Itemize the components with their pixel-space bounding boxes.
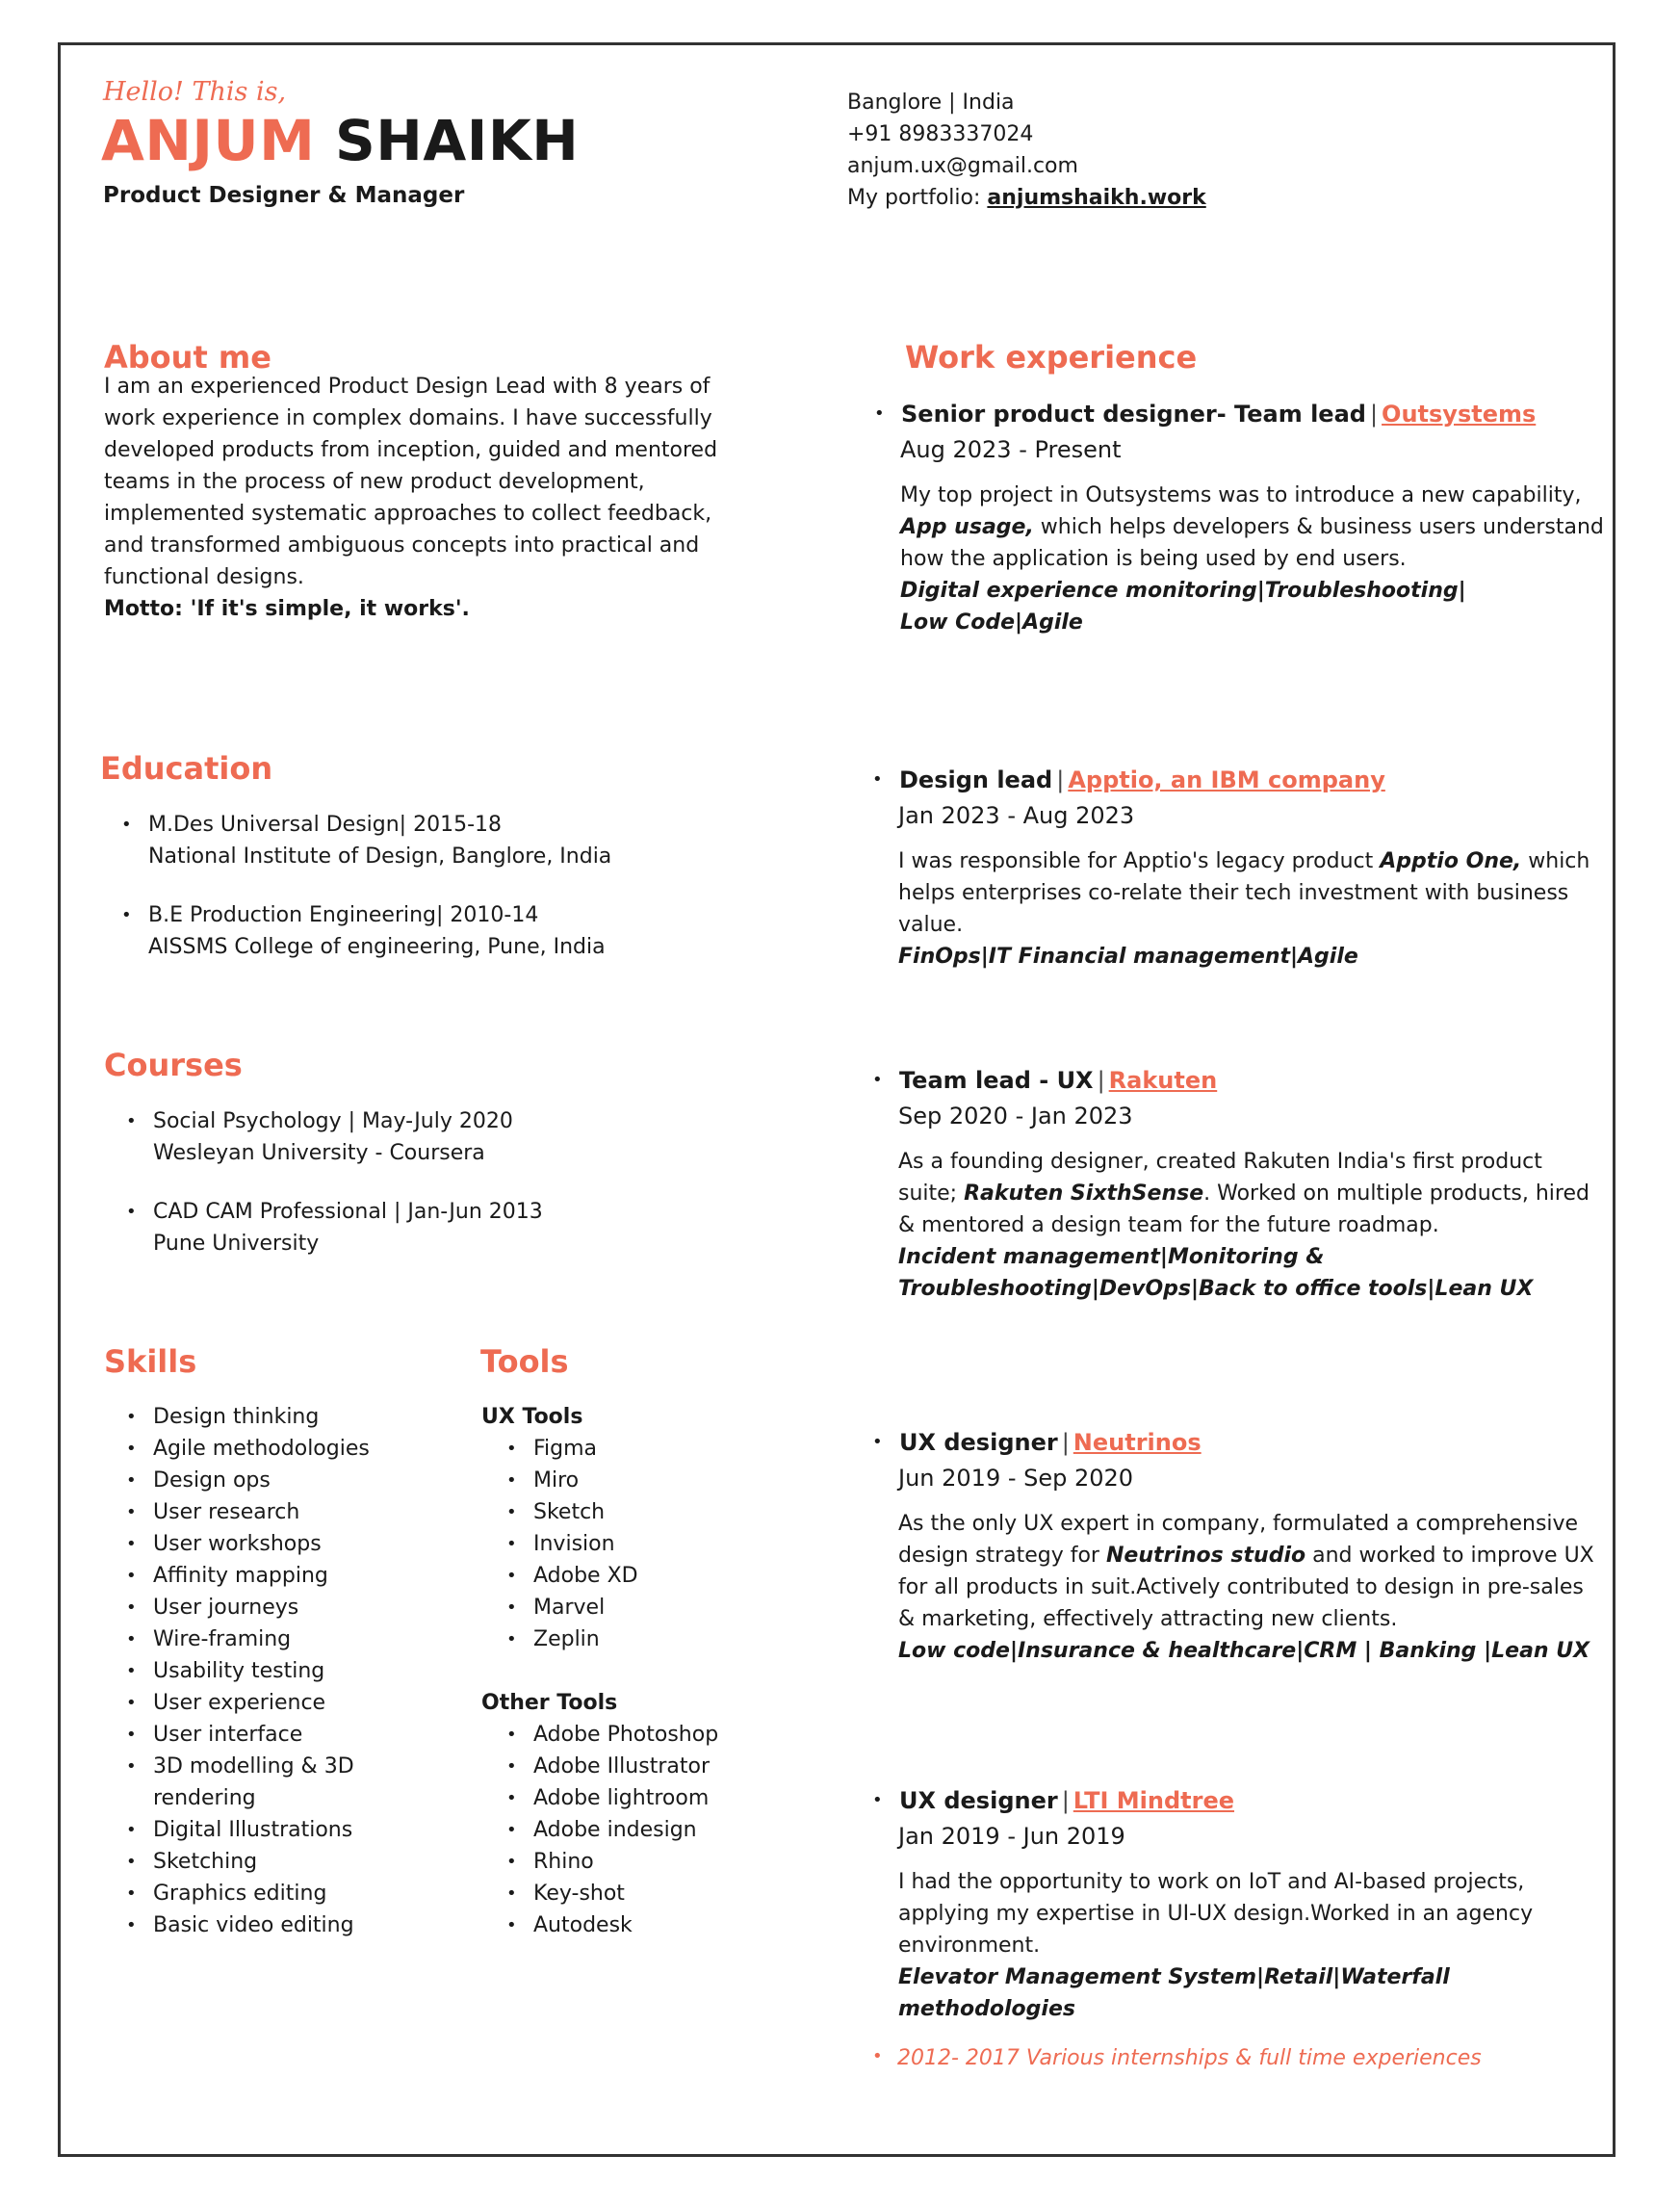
phone: +91 8983337024 (847, 122, 1034, 146)
footer-note: 2012- 2017 Various internships & full time experiences (897, 2046, 1482, 2070)
about-title: About me (104, 339, 271, 376)
job-tags: Digital experience monitoring|Troubleshooting| Low Code|Agile (900, 579, 1466, 635)
skill-item: • Basic video editing (126, 1909, 405, 1941)
skill-item: • Wire-framing (126, 1623, 405, 1655)
portfolio-line (847, 182, 1206, 214)
education-degree: • B.E Production Engineering| 2010-14 (148, 903, 539, 927)
other-tools-list (506, 1719, 789, 1941)
skill-item: • Affinity mapping (126, 1560, 405, 1592)
education-list (121, 809, 699, 990)
education-degree: • M.Des Universal Design| 2015-18 (148, 813, 502, 837)
job-dates: Jan 2019 - Jun 2019 (898, 1823, 1125, 1850)
skills-title: Skills (104, 1343, 197, 1380)
education-item (121, 809, 699, 872)
job-description: As the only UX expert in company, formulated a comprehensive design strategy for Neutrinos studio and worked to improve UX for all products in suit.Actively contributed to design in pre-sales & marketing, effectively attracting new clients. (898, 1512, 1594, 1631)
tool-item: • Key-shot (506, 1878, 789, 1909)
job-dates: Sep 2020 - Jan 2023 (898, 1103, 1133, 1129)
job-role: Team lead - UX (899, 1067, 1094, 1094)
product-name: Apptio One, (1380, 849, 1522, 873)
skill-item: • Agile methodologies (126, 1433, 405, 1465)
job-tags: Elevator Management System|Retail|Waterfall methodologies (898, 1965, 1450, 2021)
education-institute: National Institute of Design, Banglore, India (148, 844, 612, 869)
courses-list (126, 1105, 704, 1286)
greeting: Hello! This is, (103, 77, 287, 107)
tool-item: • Adobe indesign (506, 1814, 789, 1846)
job-role: UX designer (899, 1787, 1058, 1814)
tool-item: • Invision (506, 1528, 789, 1560)
other-tools-title: Other Tools (481, 1691, 618, 1715)
work-title: Work experience (905, 339, 1198, 376)
product-name: App usage, (900, 515, 1034, 539)
job-dates: Jun 2019 - Sep 2020 (898, 1465, 1134, 1492)
tool-item: • Adobe lightroom (506, 1782, 789, 1814)
skill-item: • Sketching (126, 1846, 405, 1878)
job-description: I was responsible for Apptio's legacy product Apptio One, which helps enterprises co-relate their tech investment with business value. (898, 849, 1590, 937)
skill-item: • User workshops (126, 1528, 405, 1560)
job-entry (872, 763, 1604, 973)
portfolio-link[interactable]: anjumshaikh.work (987, 186, 1206, 210)
job-dates: Aug 2023 - Present (900, 436, 1122, 463)
email: anjum.ux@gmail.com (847, 154, 1078, 178)
about-text-block (104, 371, 739, 625)
tools-block (481, 1401, 789, 1941)
job-description: I had the opportunity to work on IoT and AI-based projects, applying my expertise in UI-UX design.Worked in an agency environment. (898, 1870, 1534, 1958)
job-role: Senior product designer- Team lead (901, 401, 1366, 428)
skill-item: • User research (126, 1496, 405, 1528)
course-name: • Social Psychology | May-July 2020 (153, 1109, 513, 1133)
skill-item: • 3D modelling & 3D rendering (126, 1751, 405, 1814)
job-role: Design lead (899, 766, 1053, 793)
full-name (101, 108, 579, 173)
job-tags: FinOps|IT Financial management|Agile (898, 945, 1358, 969)
course-item (126, 1196, 704, 1259)
tools-title: Tools (480, 1343, 569, 1380)
product-name: Rakuten SixthSense (964, 1181, 1204, 1206)
tool-item: • Miro (506, 1465, 789, 1496)
last-name: SHAIKH (335, 108, 580, 173)
job-entry (872, 1783, 1604, 2025)
tool-item: • Zeplin (506, 1623, 789, 1655)
course-name: • CAD CAM Professional | Jan-Jun 2013 (153, 1200, 543, 1224)
course-provider: Wesleyan University - Coursera (153, 1141, 485, 1165)
company-link[interactable]: Rakuten (1108, 1067, 1218, 1094)
skill-item: • User experience (126, 1687, 405, 1719)
skill-item: • Design thinking (126, 1401, 405, 1433)
tool-item: • Rhino (506, 1846, 789, 1878)
company-link[interactable]: Neutrinos (1073, 1429, 1202, 1456)
skill-item: • Digital Illustrations (126, 1814, 405, 1846)
job-entry (872, 1063, 1604, 1305)
motto: Motto: 'If it's simple, it works'. (104, 597, 470, 621)
company-link[interactable]: Outsystems (1382, 401, 1537, 428)
job-tags: Low code|Insurance & healthcare|CRM | Banking |Lean UX (898, 1639, 1590, 1663)
job-role: Product Designer & Manager (103, 183, 465, 208)
job-title: • Design lead | Apptio, an IBM company (872, 763, 1604, 797)
skill-item: • User interface (126, 1719, 405, 1751)
job-tags: Incident management|Monitoring & Troubleshooting|DevOps|Back to office tools|Lean UX (898, 1245, 1534, 1301)
job-title: • UX designer | LTI Mindtree (872, 1783, 1604, 1818)
skill-item: • Usability testing (126, 1655, 405, 1687)
tool-item: • Adobe Photoshop (506, 1719, 789, 1751)
tool-item: • Marvel (506, 1592, 789, 1623)
job-title: • UX designer | Neutrinos (872, 1425, 1604, 1460)
skills-list (126, 1401, 405, 1941)
tool-item: • Autodesk (506, 1909, 789, 1941)
skill-item: • User journeys (126, 1592, 405, 1623)
product-name: Neutrinos studio (1105, 1544, 1306, 1568)
course-item (126, 1105, 704, 1169)
education-institute: AISSMS College of engineering, Pune, India (148, 935, 606, 959)
about-text: I am an experienced Product Design Lead with 8 years of work experience in complex domains. I have successfully developed products from inception, guided and mentored teams in the process of new product development, implemented systematic approaches to collect feedback, and transformed ambiguous concepts into practical and functional designs. (104, 375, 718, 589)
tool-item: • Adobe XD (506, 1560, 789, 1592)
tool-item: • Adobe Illustrator (506, 1751, 789, 1782)
tool-item: • Figma (506, 1433, 789, 1465)
ux-tools-list (506, 1433, 789, 1655)
job-description: As a founding designer, created Rakuten India's first product suite; Rakuten SixthSense. Worked on multiple products, hired & mentored a design team for the future roadmap. (898, 1150, 1590, 1237)
skill-item: • Graphics editing (126, 1878, 405, 1909)
job-title: • Team lead - UX | Rakuten (872, 1063, 1604, 1098)
job-entry (872, 1425, 1604, 1667)
education-item (121, 899, 699, 963)
job-description: My top project in Outsystems was to introduce a new capability, App usage, which helps developers & business users understand how the application is being used by end users. (900, 483, 1604, 571)
courses-title: Courses (104, 1047, 243, 1083)
job-title: • Senior product designer- Team lead | Outsystems (874, 397, 1606, 431)
job-dates: Jan 2023 - Aug 2023 (898, 802, 1135, 829)
company-link[interactable]: Apptio, an IBM company (1068, 766, 1385, 793)
footer-bullet: • (872, 2046, 883, 2066)
skill-item: • Design ops (126, 1465, 405, 1496)
tool-item: • Sketch (506, 1496, 789, 1528)
course-provider: Pune University (153, 1232, 320, 1256)
location: Banglore | India (847, 91, 1015, 115)
ux-tools-title: UX Tools (481, 1405, 583, 1429)
contact-block (847, 87, 1206, 214)
job-role: UX designer (899, 1429, 1058, 1456)
company-link[interactable]: LTI Mindtree (1073, 1787, 1235, 1814)
portfolio-label: My portfolio: (847, 186, 988, 210)
education-title: Education (100, 750, 273, 787)
first-name: ANJUM (101, 108, 316, 173)
job-entry (874, 397, 1606, 638)
